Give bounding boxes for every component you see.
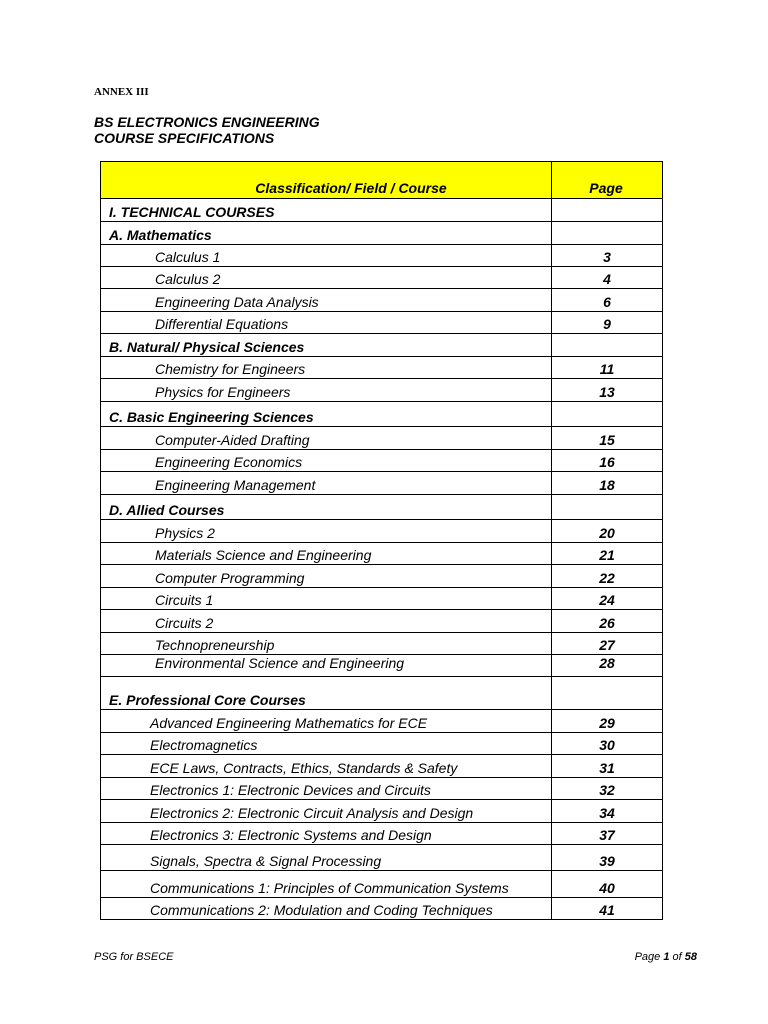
- document-title: [94, 114, 320, 146]
- table-row: [101, 733, 663, 755]
- row-label: Chemistry for Engineers: [101, 357, 552, 379]
- row-label: Materials Science and Engineering: [101, 543, 552, 565]
- row-page: [552, 222, 663, 245]
- table-row: [101, 334, 663, 357]
- row-label: Environmental Science and Engineering: [101, 655, 552, 677]
- row-label: Engineering Economics: [101, 450, 552, 472]
- table-row: [101, 565, 663, 588]
- row-label: Computer-Aided Drafting: [101, 427, 552, 450]
- row-page: 18: [552, 472, 663, 495]
- table-row: [101, 800, 663, 823]
- row-label: E. Professional Core Courses: [101, 677, 552, 710]
- row-page: 15: [552, 427, 663, 450]
- table-row: [101, 755, 663, 778]
- row-page: [552, 677, 663, 710]
- table-row: [101, 402, 663, 427]
- row-page: 22: [552, 565, 663, 588]
- row-page: 16: [552, 450, 663, 472]
- row-label: Circuits 1: [101, 588, 552, 610]
- row-label: Physics for Engineers: [101, 379, 552, 402]
- row-label: Physics 2: [101, 520, 552, 543]
- footer-page-current: 1: [663, 951, 670, 963]
- table-row: [101, 312, 663, 334]
- row-page: 21: [552, 543, 663, 565]
- table-row: [101, 222, 663, 245]
- row-label: B. Natural/ Physical Sciences: [101, 334, 552, 357]
- course-table: [100, 161, 663, 920]
- table-row: [101, 472, 663, 495]
- table-row: [101, 357, 663, 379]
- row-page: 39: [552, 845, 663, 871]
- title-line-1: BS ELECTRONICS ENGINEERING: [94, 114, 320, 130]
- row-page: 29: [552, 710, 663, 733]
- row-page: [552, 199, 663, 222]
- row-page: 3: [552, 245, 663, 267]
- row-page: [552, 495, 663, 520]
- row-page: 27: [552, 633, 663, 655]
- table-row: [101, 427, 663, 450]
- row-page: [552, 402, 663, 427]
- row-label: Electronics 1: Electronic Devices and Circuits: [101, 778, 552, 800]
- row-page: 26: [552, 610, 663, 633]
- row-label: D. Allied Courses: [101, 495, 552, 520]
- footer-page-prefix: Page: [634, 951, 664, 963]
- footer-page-total: 58: [684, 951, 697, 963]
- table-row: [101, 543, 663, 565]
- table-row: [101, 633, 663, 655]
- row-label: C. Basic Engineering Sciences: [101, 402, 552, 427]
- row-label: Advanced Engineering Mathematics for ECE: [101, 710, 552, 733]
- table-row: [101, 379, 663, 402]
- row-page: [552, 334, 663, 357]
- row-page: 24: [552, 588, 663, 610]
- table-row: [101, 610, 663, 633]
- row-label: Technopreneurship: [101, 633, 552, 655]
- table-row: [101, 823, 663, 845]
- footer-document-name: PSG for BSECE: [94, 951, 174, 963]
- table-row: [101, 871, 663, 898]
- row-page: 20: [552, 520, 663, 543]
- row-page: 4: [552, 267, 663, 289]
- table-row: [101, 845, 663, 871]
- row-label: Electromagnetics: [101, 733, 552, 755]
- row-label: Engineering Data Analysis: [101, 289, 552, 312]
- row-page: 37: [552, 823, 663, 845]
- row-label: Electronics 3: Electronic Systems and Design: [101, 823, 552, 845]
- table-row: [101, 289, 663, 312]
- row-page: 9: [552, 312, 663, 334]
- row-page: 13: [552, 379, 663, 402]
- row-page: 6: [552, 289, 663, 312]
- footer-page-mid: of: [669, 951, 685, 963]
- table-row: [101, 520, 663, 543]
- row-label: Calculus 2: [101, 267, 552, 289]
- table-row: [101, 267, 663, 289]
- table-row: [101, 898, 663, 920]
- table-row: [101, 588, 663, 610]
- row-label: Engineering Management: [101, 472, 552, 495]
- row-label: Computer Programming: [101, 565, 552, 588]
- row-label: I. TECHNICAL COURSES: [101, 199, 552, 222]
- table-header-row: [101, 162, 663, 199]
- table-row: [101, 710, 663, 733]
- row-label: Differential Equations: [101, 312, 552, 334]
- table-row: [101, 450, 663, 472]
- row-label: Electronics 2: Electronic Circuit Analysis and Design: [101, 800, 552, 823]
- footer-page-number: [635, 951, 697, 963]
- row-page: 28: [552, 655, 663, 677]
- row-page: 31: [552, 755, 663, 778]
- header-course: Classification/ Field / Course: [101, 162, 552, 199]
- row-page: 30: [552, 733, 663, 755]
- row-page: 40: [552, 871, 663, 898]
- annex-label: ANNEX III: [94, 86, 149, 98]
- row-label: A. Mathematics: [101, 222, 552, 245]
- row-page: 32: [552, 778, 663, 800]
- row-label: Calculus 1: [101, 245, 552, 267]
- title-line-2: COURSE SPECIFICATIONS: [94, 130, 275, 146]
- row-label: Communications 2: Modulation and Coding Techniques: [101, 898, 552, 920]
- row-label: Communications 1: Principles of Communication Systems: [101, 871, 552, 898]
- table-row: [101, 245, 663, 267]
- table-row: [101, 778, 663, 800]
- header-page: Page: [552, 162, 663, 199]
- row-page: 34: [552, 800, 663, 823]
- table-row: [101, 495, 663, 520]
- row-label: ECE Laws, Contracts, Ethics, Standards & Safety: [101, 755, 552, 778]
- row-page: 11: [552, 357, 663, 379]
- table-row: [101, 199, 663, 222]
- table-row: [101, 655, 663, 677]
- row-page: 41: [552, 898, 663, 920]
- table-row: [101, 677, 663, 710]
- row-label: Signals, Spectra & Signal Processing: [101, 845, 552, 871]
- row-label: Circuits 2: [101, 610, 552, 633]
